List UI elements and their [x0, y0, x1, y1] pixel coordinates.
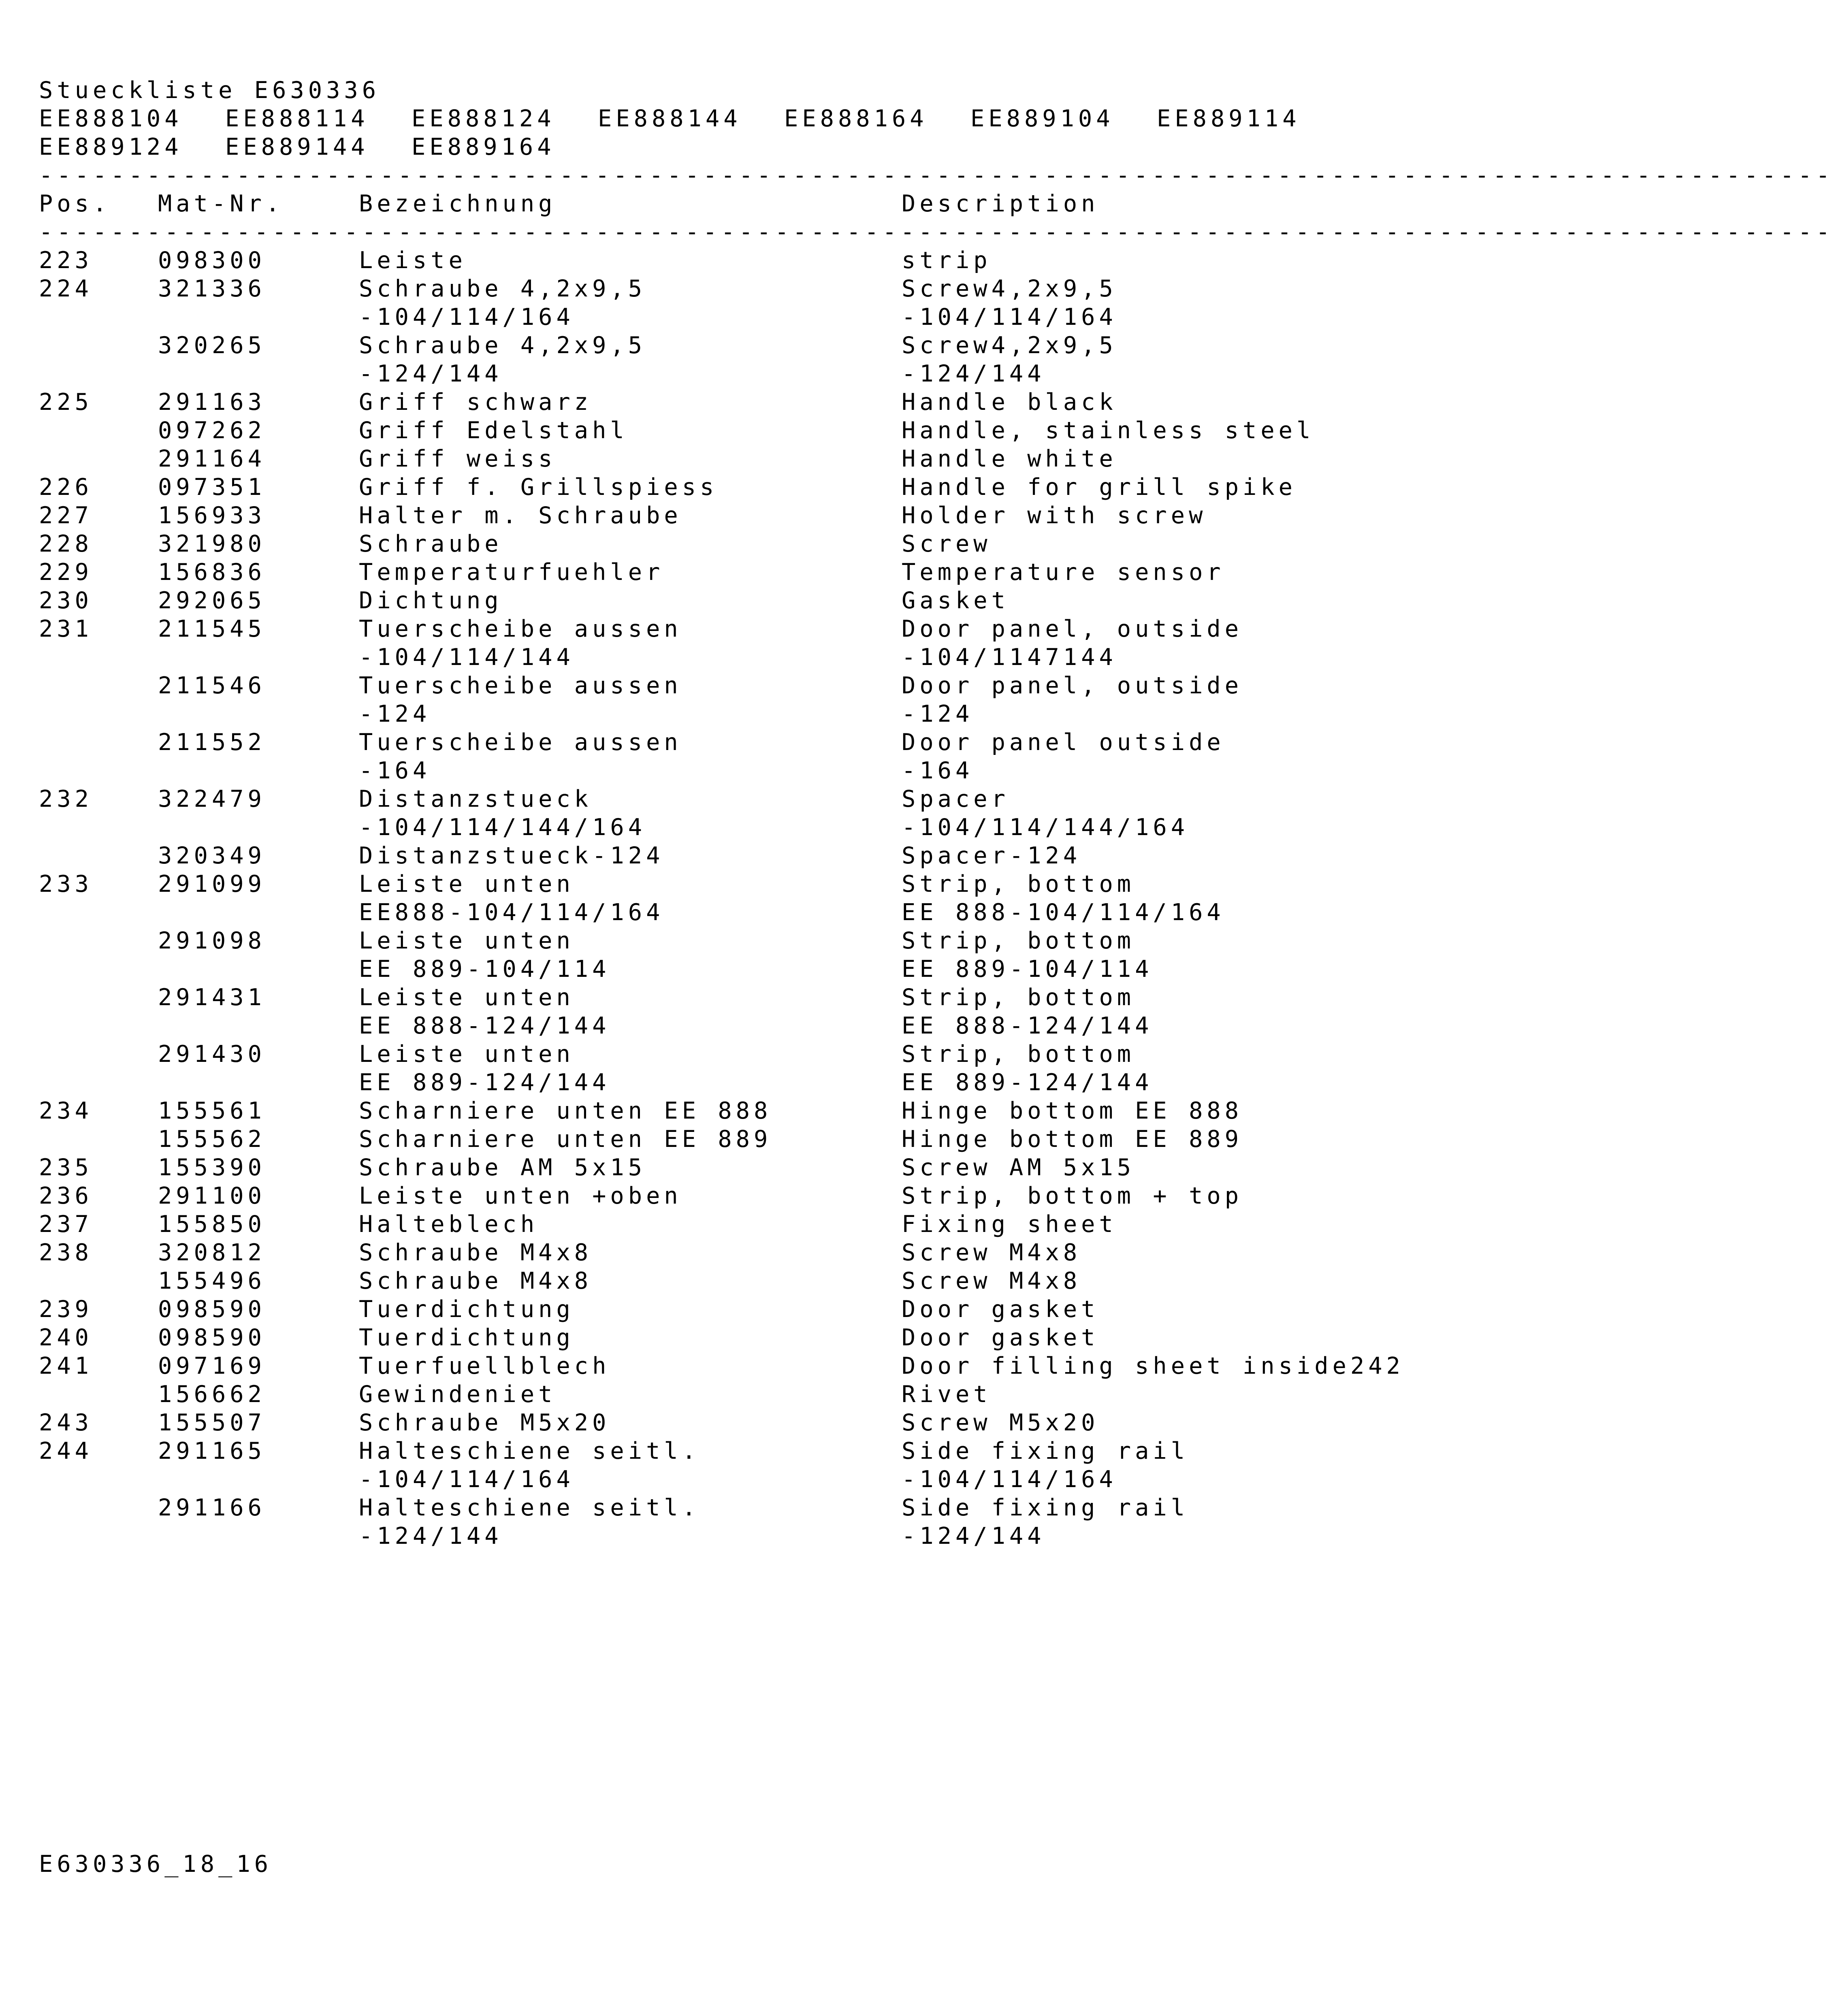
row-pos: 239 [39, 1296, 93, 1323]
row-description: Fixing sheet [902, 1211, 1117, 1238]
row-mat-nr: 291099 [158, 871, 266, 897]
row-description: Gasket [902, 587, 1009, 614]
row-mat-nr: 155562 [158, 1126, 266, 1153]
row-mat-nr: 211545 [158, 616, 266, 642]
row-description: Temperature sensor [902, 559, 1225, 586]
table-row [39, 898, 1393, 927]
column-header-description: Description [902, 190, 1099, 217]
row-description: EE 889-104/114 [902, 956, 1153, 982]
model-number: EE888114 [225, 105, 369, 132]
table-row [39, 303, 1393, 331]
row-pos: 227 [39, 502, 93, 529]
table-row [39, 870, 1393, 898]
table-row [39, 700, 1393, 728]
row-description: Door panel outside [902, 729, 1225, 756]
table-row [39, 1323, 1393, 1352]
row-bezeichnung: Gewindeniet [359, 1381, 557, 1408]
column-header-mat-nr: Mat-Nr. [158, 190, 284, 217]
row-bezeichnung: -124/144 [359, 1523, 503, 1549]
model-number: EE889124 [39, 134, 183, 160]
model-number: EE888124 [412, 105, 555, 132]
row-mat-nr: 098300 [158, 247, 266, 274]
model-number: EE888164 [784, 105, 928, 132]
row-mat-nr: 291165 [158, 1438, 266, 1464]
row-pos: 241 [39, 1353, 93, 1379]
row-mat-nr: 320812 [158, 1239, 266, 1266]
table-row [39, 728, 1393, 757]
table-row [39, 785, 1393, 813]
row-description: Screw4,2x9,5 [902, 275, 1117, 302]
table-row [39, 1182, 1393, 1210]
table-row [39, 813, 1393, 842]
table-row [39, 416, 1393, 445]
row-pos: 244 [39, 1438, 93, 1464]
column-header-bezeichnung: Bezeichnung [359, 190, 557, 217]
row-bezeichnung: Griff f. Grillspiess [359, 474, 718, 501]
row-description: Screw AM 5x15 [902, 1154, 1135, 1181]
table-row [39, 1409, 1393, 1437]
row-description: -124/144 [902, 1523, 1045, 1549]
model-number: EE888104 [39, 105, 183, 132]
divider-top: ---------------------------------------------------------------------------------------------------- [39, 162, 1834, 189]
row-bezeichnung: Schraube M4x8 [359, 1268, 593, 1294]
row-description: Spacer [902, 786, 1009, 812]
row-pos: 236 [39, 1183, 93, 1209]
row-description: Holder with screw [902, 502, 1207, 529]
row-bezeichnung: Halteschiene seitl. [359, 1494, 700, 1521]
row-bezeichnung: Schraube 4,2x9,5 [359, 332, 646, 359]
document-id: E630336_18_16 [39, 1851, 273, 1877]
row-description: Side fixing rail [902, 1438, 1189, 1464]
row-pos: 235 [39, 1154, 93, 1181]
row-description: Door filling sheet inside242 [902, 1353, 1404, 1379]
row-mat-nr: 321980 [158, 531, 266, 557]
row-bezeichnung: Halter m. Schraube [359, 502, 682, 529]
row-bezeichnung: Schraube M4x8 [359, 1239, 593, 1266]
row-description: Door panel, outside [902, 672, 1243, 699]
table-row [39, 360, 1393, 388]
table-row [39, 1040, 1393, 1068]
table-row [39, 671, 1393, 700]
table-row [39, 246, 1393, 275]
table-row [39, 643, 1393, 671]
row-description: Screw M4x8 [902, 1239, 1081, 1266]
model-list-line-1 [39, 104, 1393, 133]
row-description: Rivet [902, 1381, 992, 1408]
table-row [39, 1380, 1393, 1409]
row-mat-nr: 291098 [158, 927, 266, 954]
row-description: -124/144 [902, 360, 1045, 387]
table-row [39, 1153, 1393, 1182]
row-description: EE 889-124/144 [902, 1069, 1153, 1096]
row-bezeichnung: -124 [359, 701, 431, 727]
row-mat-nr: 155561 [158, 1098, 266, 1124]
table-row [39, 275, 1393, 303]
row-bezeichnung: Schraube [359, 531, 503, 557]
row-mat-nr: 098590 [158, 1296, 266, 1323]
row-mat-nr: 211546 [158, 672, 266, 699]
row-description: Spacer-124 [902, 842, 1081, 869]
row-bezeichnung: Schraube AM 5x15 [359, 1154, 646, 1181]
row-mat-nr: 291430 [158, 1041, 266, 1068]
column-header-pos: Pos. [39, 190, 111, 217]
row-mat-nr: 155507 [158, 1409, 266, 1436]
row-bezeichnung: Temperaturfuehler [359, 559, 664, 586]
row-bezeichnung: Tuerfuellblech [359, 1353, 610, 1379]
row-bezeichnung: Leiste unten +oben [359, 1183, 682, 1209]
table-row [39, 842, 1393, 870]
table-row [39, 445, 1393, 473]
row-pos: 226 [39, 474, 93, 501]
row-pos: 233 [39, 871, 93, 897]
row-pos: 232 [39, 786, 93, 812]
row-bezeichnung: Griff schwarz [359, 389, 593, 416]
row-bezeichnung: Halteschiene seitl. [359, 1438, 700, 1464]
row-description: Screw M5x20 [902, 1409, 1099, 1436]
row-bezeichnung: Leiste unten [359, 1041, 574, 1068]
table-row [39, 586, 1393, 615]
row-pos: 231 [39, 616, 93, 642]
row-bezeichnung: -104/114/144 [359, 644, 574, 671]
row-pos: 228 [39, 531, 93, 557]
row-mat-nr: 291100 [158, 1183, 266, 1209]
row-description: Door panel, outside [902, 616, 1243, 642]
row-mat-nr: 097262 [158, 417, 266, 444]
table-row [39, 331, 1393, 360]
row-mat-nr: 155496 [158, 1268, 266, 1294]
table-row [39, 1295, 1393, 1323]
table-row [39, 1494, 1393, 1522]
row-bezeichnung: -164 [359, 757, 431, 784]
table-row [39, 1465, 1393, 1494]
model-number: EE888144 [598, 105, 742, 132]
model-list-line-2 [39, 133, 1393, 161]
row-mat-nr: 321336 [158, 275, 266, 302]
row-bezeichnung: Schraube M5x20 [359, 1409, 610, 1436]
row-pos: 240 [39, 1324, 93, 1351]
row-description: Strip, bottom [902, 1041, 1135, 1068]
row-pos: 224 [39, 275, 93, 302]
model-number: EE889164 [412, 134, 555, 160]
row-bezeichnung: -104/114/164 [359, 1466, 574, 1493]
row-bezeichnung: Leiste unten [359, 984, 574, 1011]
row-description: Door gasket [902, 1324, 1099, 1351]
row-description: Handle, stainless steel [902, 417, 1315, 444]
row-description: strip [902, 247, 992, 274]
table-row [39, 1125, 1393, 1153]
row-pos: 230 [39, 587, 93, 614]
row-mat-nr: 292065 [158, 587, 266, 614]
model-number: EE889114 [1157, 105, 1301, 132]
row-bezeichnung: EE 889-124/144 [359, 1069, 610, 1096]
row-description: -124 [902, 701, 974, 727]
model-number: EE889104 [970, 105, 1114, 132]
row-bezeichnung: Dichtung [359, 587, 503, 614]
row-bezeichnung: Distanzstueck [359, 786, 593, 812]
parts-table-body [39, 246, 1404, 1550]
table-row [39, 615, 1393, 643]
row-mat-nr: 155390 [158, 1154, 266, 1181]
table-row [39, 1238, 1393, 1267]
row-pos: 238 [39, 1239, 93, 1266]
row-mat-nr: 156662 [158, 1381, 266, 1408]
row-description: Side fixing rail [902, 1494, 1189, 1521]
row-mat-nr: 155850 [158, 1211, 266, 1238]
row-bezeichnung: Distanzstueck-124 [359, 842, 664, 869]
row-bezeichnung: -124/144 [359, 360, 503, 387]
table-row [39, 1210, 1393, 1238]
table-row [39, 1097, 1393, 1125]
row-description: -104/1147144 [902, 644, 1117, 671]
row-description: Strip, bottom + top [902, 1183, 1243, 1209]
divider-header: ---------------------------------------------------------------------------------------------------- [39, 219, 1834, 245]
row-description: -104/114/164 [902, 1466, 1117, 1493]
table-row [39, 530, 1393, 558]
row-description: EE 888-124/144 [902, 1012, 1153, 1039]
row-pos: 223 [39, 247, 93, 274]
table-row [39, 983, 1393, 1012]
row-bezeichnung: Tuerdichtung [359, 1296, 574, 1323]
row-description: Screw4,2x9,5 [902, 332, 1117, 359]
row-description: -164 [902, 757, 974, 784]
row-mat-nr: 291164 [158, 445, 266, 472]
row-description: Strip, bottom [902, 871, 1135, 897]
table-row [39, 473, 1393, 501]
table-row [39, 1068, 1393, 1097]
row-mat-nr: 320265 [158, 332, 266, 359]
row-pos: 243 [39, 1409, 93, 1436]
table-row [39, 955, 1393, 983]
table-row [39, 1012, 1393, 1040]
row-description: Door gasket [902, 1296, 1099, 1323]
row-bezeichnung: Leiste [359, 247, 467, 274]
table-row [39, 1352, 1404, 1380]
row-mat-nr: 156933 [158, 502, 266, 529]
row-bezeichnung: Tuerdichtung [359, 1324, 574, 1351]
row-mat-nr: 097169 [158, 1353, 266, 1379]
parts-list [39, 76, 1834, 1550]
row-pos: 225 [39, 389, 93, 416]
table-row [39, 1267, 1393, 1295]
row-bezeichnung: -104/114/164 [359, 304, 574, 330]
document-title: Stueckliste E630336 [39, 77, 380, 104]
table-row [39, 501, 1393, 530]
row-bezeichnung: Scharniere unten EE 889 [359, 1126, 772, 1153]
row-bezeichnung: -104/114/144/164 [359, 814, 646, 841]
row-description: Handle for grill spike [902, 474, 1297, 501]
row-mat-nr: 291431 [158, 984, 266, 1011]
model-number: EE889144 [225, 134, 369, 160]
row-bezeichnung: Tuerscheibe aussen [359, 672, 682, 699]
table-row [39, 1522, 1393, 1550]
row-mat-nr: 211552 [158, 729, 266, 756]
row-bezeichnung: Tuerscheibe aussen [359, 616, 682, 642]
row-description: Screw M4x8 [902, 1268, 1081, 1294]
row-mat-nr: 322479 [158, 786, 266, 812]
row-mat-nr: 098590 [158, 1324, 266, 1351]
row-bezeichnung: Leiste unten [359, 871, 574, 897]
row-mat-nr: 156836 [158, 559, 266, 586]
row-mat-nr: 097351 [158, 474, 266, 501]
row-description: Strip, bottom [902, 984, 1135, 1011]
row-bezeichnung: Scharniere unten EE 888 [359, 1098, 772, 1124]
row-mat-nr: 291166 [158, 1494, 266, 1521]
row-bezeichnung: Halteblech [359, 1211, 539, 1238]
row-bezeichnung: Griff Edelstahl [359, 417, 628, 444]
row-description: EE 888-104/114/164 [902, 899, 1225, 926]
row-pos: 237 [39, 1211, 93, 1238]
row-mat-nr: 320349 [158, 842, 266, 869]
row-bezeichnung: EE 889-104/114 [359, 956, 610, 982]
row-description: Handle black [902, 389, 1117, 416]
row-mat-nr: 291163 [158, 389, 266, 416]
row-bezeichnung: EE 888-124/144 [359, 1012, 610, 1039]
row-pos: 234 [39, 1098, 93, 1124]
row-description: Handle white [902, 445, 1117, 472]
table-row [39, 388, 1393, 416]
row-bezeichnung: Griff weiss [359, 445, 557, 472]
row-description: -104/114/164 [902, 304, 1117, 330]
table-row [39, 558, 1393, 586]
column-header-row [39, 190, 1393, 218]
row-description: Strip, bottom [902, 927, 1135, 954]
row-pos: 229 [39, 559, 93, 586]
row-description: Hinge bottom EE 889 [902, 1126, 1243, 1153]
row-bezeichnung: Schraube 4,2x9,5 [359, 275, 646, 302]
row-bezeichnung: Leiste unten [359, 927, 574, 954]
row-bezeichnung: Tuerscheibe aussen [359, 729, 682, 756]
table-row [39, 757, 1393, 785]
table-row [39, 927, 1393, 955]
row-bezeichnung: EE888-104/114/164 [359, 899, 664, 926]
row-description: Hinge bottom EE 888 [902, 1098, 1243, 1124]
row-description: -104/114/144/164 [902, 814, 1189, 841]
row-description: Screw [902, 531, 992, 557]
table-row [39, 1437, 1393, 1465]
